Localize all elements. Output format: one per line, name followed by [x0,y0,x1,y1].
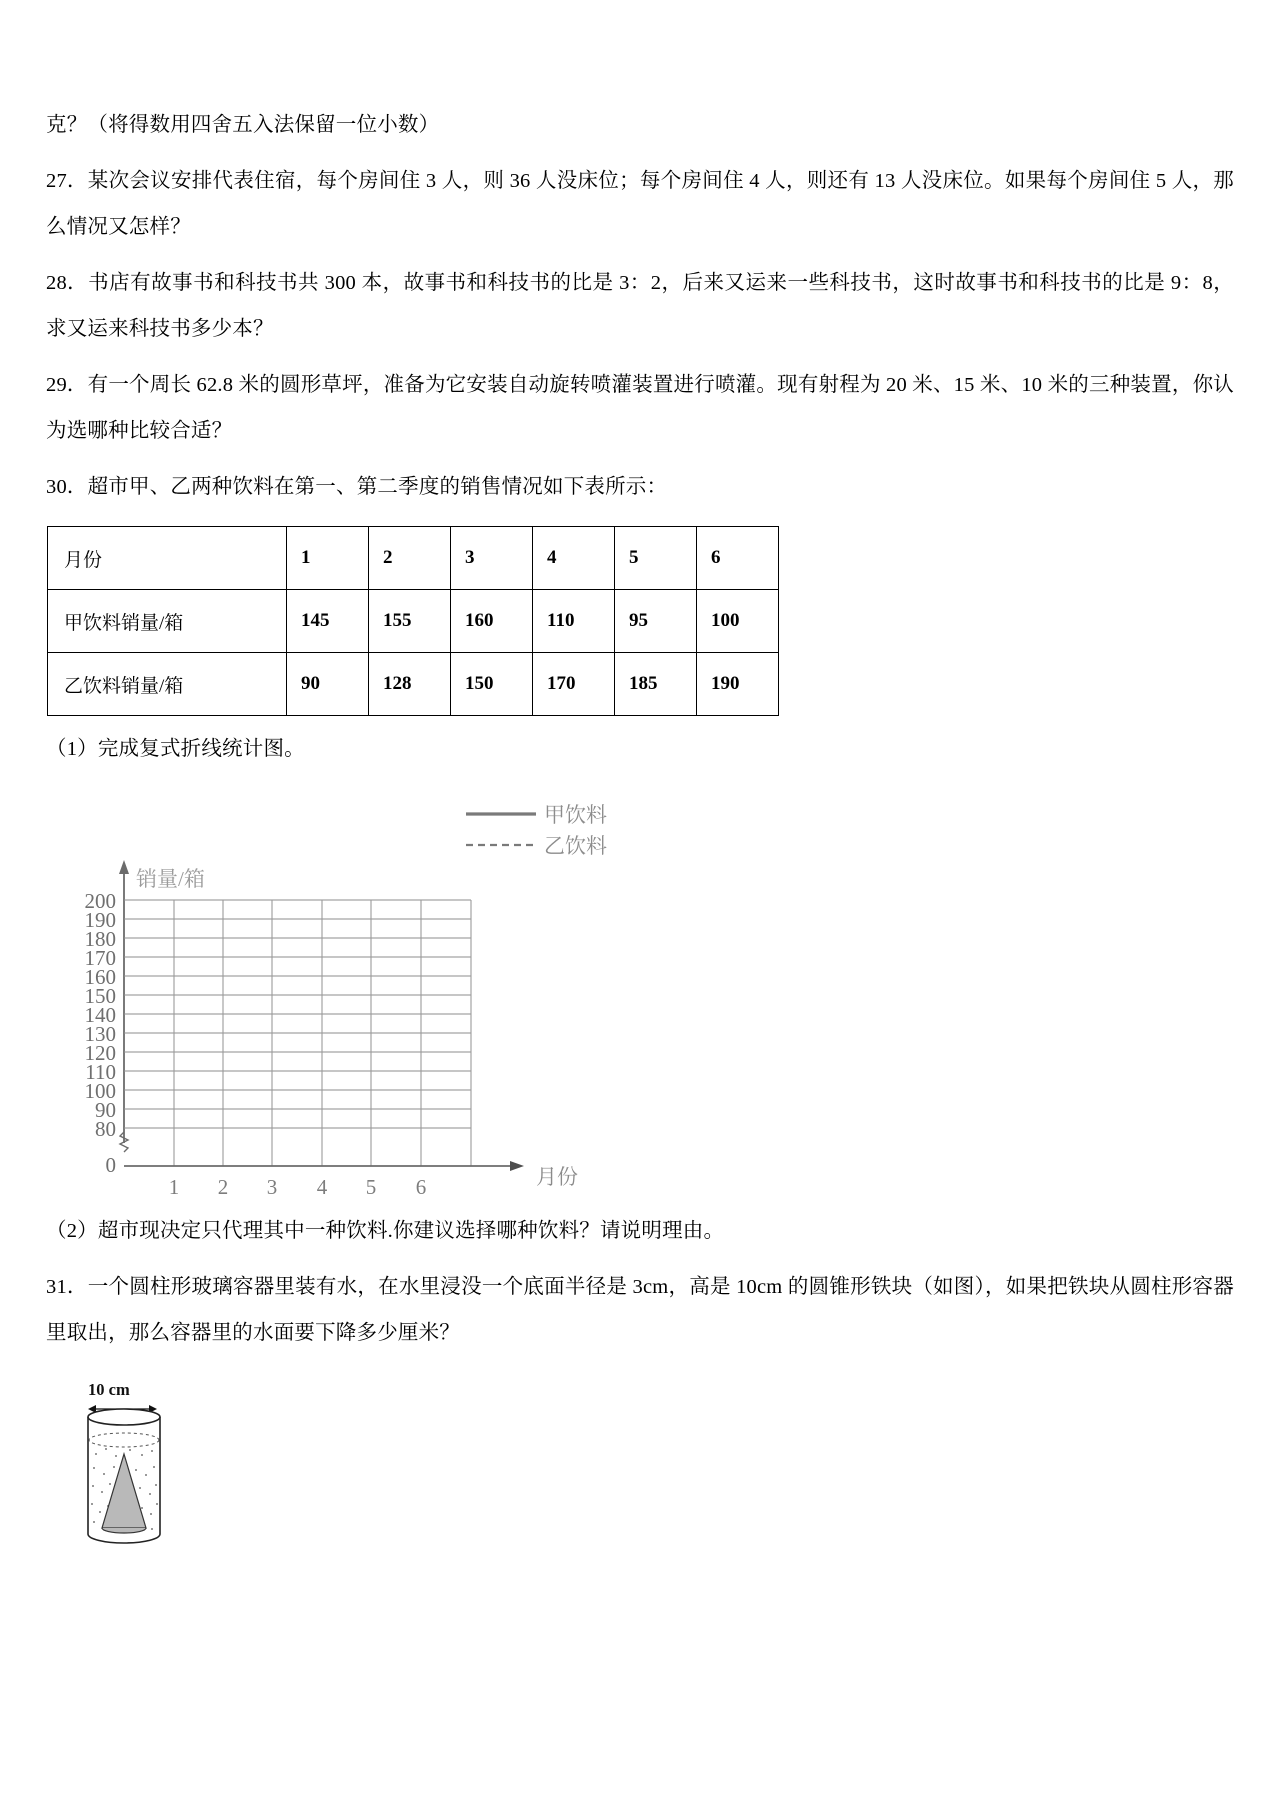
y-tick-labels [85,889,117,1177]
y-axis [119,860,205,1143]
y-tick-label: 190 [84,908,116,932]
table-cell-header-label: 月份 [48,527,287,590]
y-axis-title: 销量/箱 [136,867,205,891]
table-row [48,590,779,653]
line-chart-grid [66,798,766,1198]
cylinder-cone-figure [80,1382,280,1592]
table-cell: 155 [369,590,451,653]
question-30-part-2: （2）超市现决定只代理其中一种饮料.你建议选择哪种饮料？请说明理由。 [46,1220,725,1242]
x-axis-title: 月份 [536,1165,578,1189]
question-30-part-1: （1）完成复式折线统计图。 [46,738,305,760]
table-cell-row-label: 乙饮料销量/箱 [48,653,287,716]
x-tick-label: 4 [316,1175,328,1198]
table-cell: 1 [287,527,369,590]
figure-width-label: 10 cm [88,1382,130,1399]
chart-legend [466,803,607,858]
y-tick-label: 90 [95,1098,116,1122]
question-31: 31．一个圆柱形玻璃容器里装有水，在水里浸没一个底面半径是 3cm，高是 10cm 的圆锥形铁块（如图），如果把铁块从圆柱形容器里取出，那么容器里的水面要下降多少厘米？ [46,1276,1234,1344]
y-tick-label: 100 [84,1079,116,1103]
table-cell: 3 [451,527,533,590]
cone-iron-block [102,1454,146,1533]
x-tick-label: 5 [365,1175,377,1198]
table-cell: 150 [451,653,533,716]
x-axis-arrow-icon [510,1161,524,1171]
y-tick-label: 160 [84,965,116,989]
table-cell: 160 [451,590,533,653]
y-tick-label: 180 [84,927,116,951]
table-cell: 185 [615,653,697,716]
table-cell: 145 [287,590,369,653]
question-30: 30．超市甲、乙两种饮料在第一、第二季度的销售情况如下表所示： [46,476,668,498]
x-tick-label: 1 [168,1175,180,1198]
y-tick-label: 200 [84,889,116,913]
x-axis [124,1161,578,1189]
table-cell: 110 [533,590,615,653]
y-tick-label: 110 [85,1060,116,1084]
y-tick-label: 170 [84,946,116,970]
horizontal-gridlines [124,900,471,1128]
y-tick-label: 120 [84,1041,116,1065]
question-28: 28．书店有故事书和科技书共 300 本，故事书和科技书的比是 3：2，后来又运来一些科技书，这时故事书和科技书的比是 9：8，求又运来科技书多少本？ [46,272,1234,340]
x-tick-label: 2 [217,1175,229,1198]
table-cell: 170 [533,653,615,716]
table-cell: 95 [615,590,697,653]
table-cell: 190 [697,653,779,716]
y-tick-label: 80 [95,1117,116,1141]
legend-label-jia: 甲饮料 [544,803,607,827]
table-cell: 6 [697,527,779,590]
table-cell: 90 [287,653,369,716]
table-cell: 128 [369,653,451,716]
x-tick-label: 3 [266,1175,278,1198]
y-tick-label-zero: 0 [105,1153,116,1177]
sales-data-table [47,526,779,716]
x-tick-labels [169,1175,427,1198]
table-cell: 5 [615,527,697,590]
paragraph-carryover: 克？（将得数用四舍五入法保留一位小数） [46,114,440,136]
table-row [48,653,779,716]
table-cell: 100 [697,590,779,653]
x-tick-label: 6 [415,1175,427,1198]
y-tick-label: 130 [84,1022,116,1046]
table-cell: 4 [533,527,615,590]
table-cell: 2 [369,527,451,590]
legend-label-yi: 乙饮料 [544,834,607,858]
y-axis-arrow-icon [119,860,129,874]
water-surface [89,1433,159,1447]
table-cell-row-label: 甲饮料销量/箱 [48,590,287,653]
table-row [48,527,779,590]
question-27: 27．某次会议安排代表住宿，每个房间住 3 人，则 36 人没床位；每个房间住 4 人，则还有 13 人没床位。如果每个房间住 5 人，那么情况又怎样？ [46,170,1234,238]
y-tick-label: 140 [84,1003,116,1027]
y-tick-label: 150 [84,984,116,1008]
question-29: 29．有一个周长 62.8 米的圆形草坪，准备为它安装自动旋转喷灌装置进行喷灌。现有射程为 20 米、15 米、10 米的三种装置，你认为选哪种比较合适？ [46,374,1234,442]
